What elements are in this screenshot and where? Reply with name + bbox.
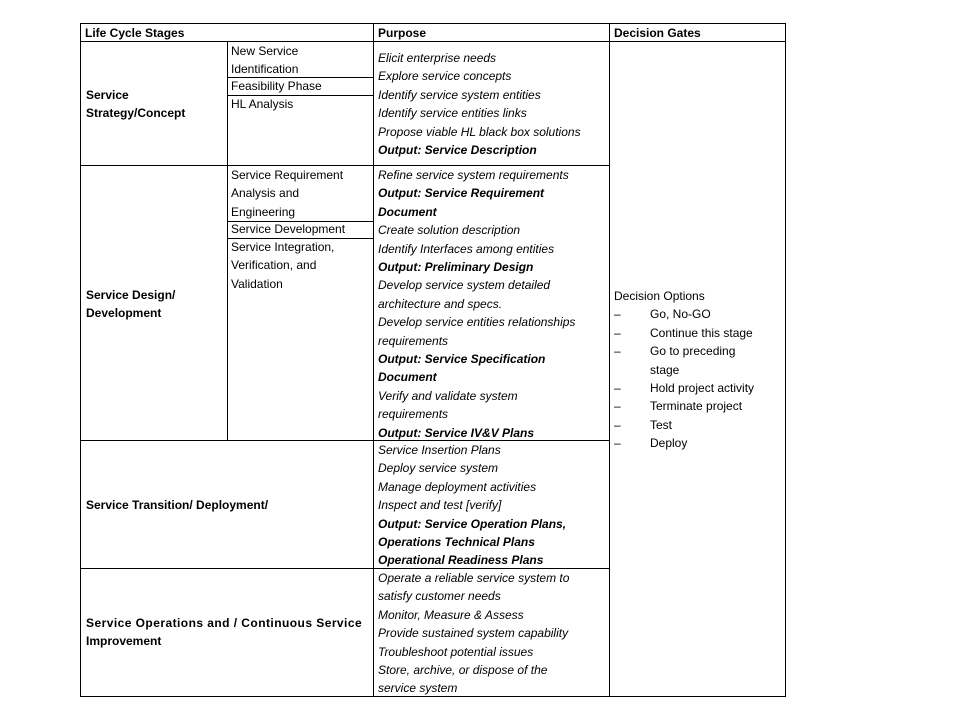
purpose-line: Output: Service IV&V Plans	[378, 425, 535, 440]
substage-cell	[231, 220, 345, 238]
substage-divider-row1	[227, 41, 228, 166]
purpose-line: Monitor, Measure & Assess	[378, 607, 524, 622]
decision-option	[614, 324, 754, 342]
purpose-line: Store, archive, or dispose of the	[378, 663, 548, 678]
table-left-border	[80, 23, 81, 697]
decision-options-title: Decision Options	[614, 289, 705, 303]
decision-option-label: Continue this stage	[650, 325, 753, 340]
bullet-dash: –	[614, 381, 621, 396]
substage-divider-row2	[227, 165, 228, 441]
purpose-line: Create solution description	[378, 223, 521, 238]
purpose-cell	[378, 49, 581, 159]
substage-cell	[231, 95, 293, 113]
substage-line: Identification	[231, 62, 299, 77]
bullet-dash: –	[614, 344, 621, 359]
stage-line: Strategy/Concept	[86, 106, 186, 121]
stage-label	[86, 496, 268, 514]
purpose-line: Identify service entities links	[378, 106, 527, 121]
purpose-line: Operations Technical Plans	[378, 535, 535, 550]
decision-option	[614, 305, 754, 323]
purpose-line: Operate a reliable service system to	[378, 571, 570, 585]
purpose-cell	[378, 441, 566, 570]
stage-line: Development	[86, 306, 162, 321]
purpose-line: Operational Readiness Plans	[378, 553, 544, 568]
purpose-line: Elicit enterprise needs	[378, 51, 497, 65]
stage-line: Service Design/	[86, 288, 176, 302]
purpose-gates-divider	[609, 23, 610, 697]
substage-line: Analysis and	[231, 186, 300, 201]
purpose-cell	[378, 166, 575, 442]
decision-options-list	[614, 305, 754, 452]
header-life-cycle-stages: Life Cycle Stages	[85, 26, 185, 40]
stages-purpose-divider	[373, 23, 374, 697]
decision-option-label: Test	[650, 417, 673, 432]
bullet-dash: –	[614, 399, 621, 414]
purpose-line: Verify and validate system	[378, 388, 518, 403]
purpose-line: Develop service entities relationships	[378, 315, 576, 330]
purpose-line: Output: Service Requirement	[378, 186, 545, 201]
stage-label	[86, 614, 362, 651]
substage-line: Service Development	[231, 222, 346, 236]
stage-line: Service Transition/ Deployment/	[86, 498, 269, 512]
decision-option	[614, 342, 754, 360]
stage-line: Improvement	[86, 634, 162, 649]
purpose-line: Provide sustained system capability	[378, 626, 569, 641]
purpose-line: Output: Preliminary Design	[378, 260, 534, 275]
decision-option-label: Go, No-GO	[650, 307, 711, 322]
purpose-line: Output: Service Specification	[378, 352, 546, 367]
purpose-line: Manage deployment activities	[378, 479, 537, 494]
purpose-line: architecture and specs.	[378, 296, 503, 311]
substage-line: Feasibility Phase	[231, 79, 322, 93]
bullet-dash: –	[614, 325, 621, 340]
stage-line: Service Operations and / Continuous Service	[86, 616, 363, 630]
bullet-dash: –	[614, 436, 621, 451]
purpose-line: Identify service system entities	[378, 87, 541, 102]
purpose-line: satisfy customer needs	[378, 589, 501, 604]
substage-line: HL Analysis	[231, 97, 294, 111]
substage-line: Engineering	[231, 204, 296, 219]
bullet-dash: –	[614, 417, 621, 432]
purpose-line: requirements	[378, 333, 449, 348]
purpose-line: Service Insertion Plans	[378, 443, 501, 457]
purpose-line: Document	[378, 370, 437, 385]
substage-line: Service Integration,	[231, 240, 335, 254]
substage-line: Verification, and	[231, 258, 317, 273]
substage-cell	[231, 77, 322, 95]
decision-option-label: Hold project activity	[650, 381, 755, 396]
substage-line: Service Requirement	[231, 168, 344, 182]
substage-cell	[231, 42, 298, 79]
purpose-cell	[378, 569, 569, 698]
decision-option	[614, 434, 754, 452]
table-right-border	[785, 23, 786, 697]
substage-cell	[231, 166, 343, 221]
stage-label	[86, 86, 185, 123]
decision-option-label: Go to preceding	[650, 344, 736, 359]
stage-line: Service	[86, 88, 129, 102]
purpose-line: Troubleshoot potential issues	[378, 644, 534, 659]
purpose-line: service system	[378, 681, 458, 696]
purpose-line: Explore service concepts	[378, 69, 512, 84]
decision-option-label: stage	[650, 362, 680, 377]
stage-label	[86, 286, 175, 323]
substage-line: Validation	[231, 276, 283, 291]
purpose-line: Develop service system detailed	[378, 278, 551, 293]
purpose-line: Refine service system requirements	[378, 168, 569, 182]
decision-gates-cell	[614, 287, 754, 453]
bullet-dash: –	[614, 307, 621, 322]
header-purpose: Purpose	[378, 26, 427, 40]
purpose-line: Inspect and test [verify]	[378, 498, 502, 513]
decision-option	[614, 397, 754, 415]
substage-line: New Service	[231, 44, 299, 58]
purpose-line: Output: Service Description	[378, 143, 537, 158]
purpose-line: Deploy service system	[378, 461, 499, 476]
substage-cell	[231, 238, 334, 293]
decision-option	[614, 379, 754, 397]
decision-option-label: Terminate project	[650, 399, 743, 414]
purpose-line: Output: Service Operation Plans,	[378, 516, 567, 531]
purpose-line: requirements	[378, 407, 449, 422]
header-decision-gates: Decision Gates	[614, 26, 701, 40]
purpose-line: Propose viable HL black box solutions	[378, 124, 581, 139]
purpose-line: Document	[378, 204, 437, 219]
decision-option-label: Deploy	[650, 436, 688, 451]
decision-option	[614, 361, 754, 379]
decision-option	[614, 416, 754, 434]
purpose-line: Identify Interfaces among entities	[378, 241, 555, 256]
bullet-dash	[614, 361, 650, 379]
